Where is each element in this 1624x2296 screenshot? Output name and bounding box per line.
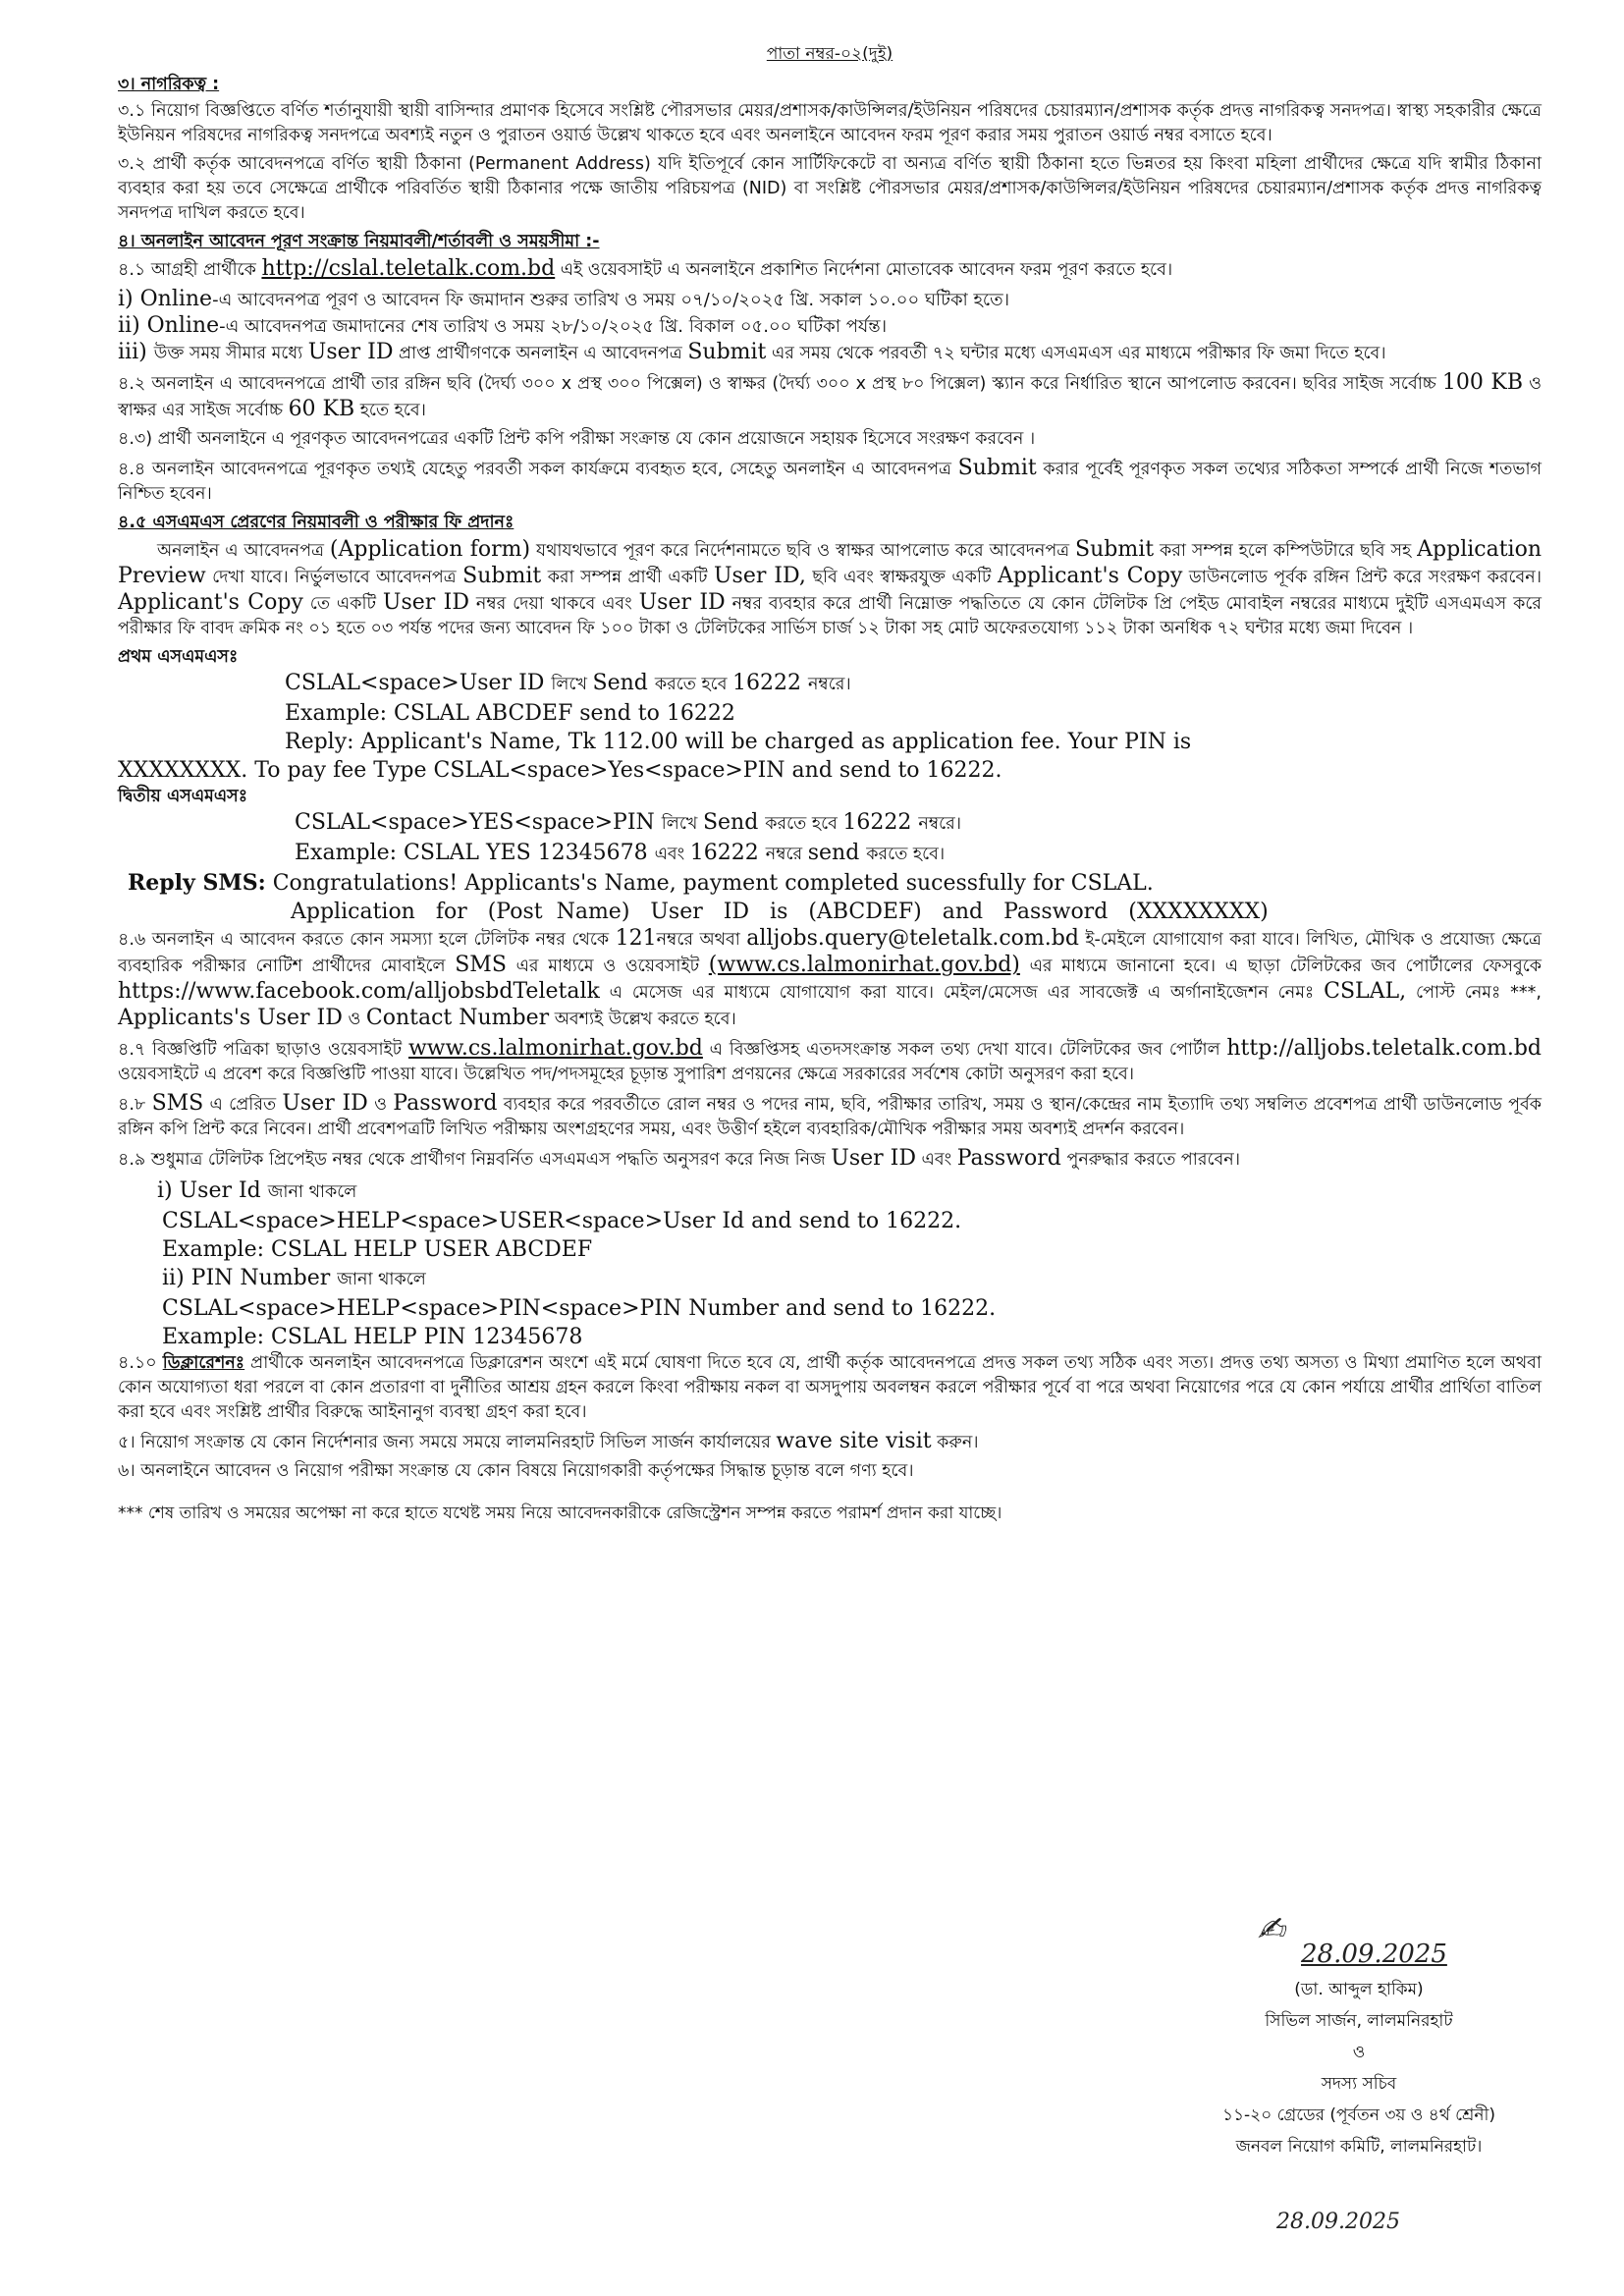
- apply-website-link[interactable]: http://cslal.teletalk.com.bd: [261, 256, 556, 281]
- second-sms-heading: দ্বিতীয় এসএমএসঃ: [118, 787, 248, 806]
- para-4-4: ৪.৪ অনলাইন আবেদনপত্রে পূরণকৃত তথ্যই যেহেতু পরবর্তী সকল কার্যক্রমে ব্যবহৃত হবে, সেহেতু অনলাইন এ আবেদনপত্র Submit করার পূর্বেই পূরণকৃত সকল তথ্যের সঠিকতা সম্পর্কে প্রার্থী নিজে শতভাগ নিশ্চিত হবেন।: [118, 456, 1542, 504]
- section-5: ৫। নিয়োগ সংক্রান্ত যে কোন নির্দেশনার জন্য সময়ে সময়ে লালমনিরহাট সিভিল সার্জন কার্যালয়ের wave site visit করুন।: [118, 1429, 979, 1453]
- signatory-committee: জনবল নিয়োগ কমিটি, লালমনিরহাট।: [1235, 2137, 1483, 2157]
- document-page: [118, 41, 1542, 1525]
- signatory-and: ও: [1352, 2043, 1366, 2062]
- first-sms-reply-2: XXXXXXXX. To pay fee Type CSLAL<space>Yes<space>PIN and send to 16222.: [118, 758, 1002, 783]
- signature-date: 28.09.2025: [1301, 1940, 1447, 1969]
- para-4-3: ৪.৩) প্রার্থী অনলাইনে এ পূরণকৃত আবেদনপত্রের একটি প্রিন্ট কপি পরীক্ষা সংক্রান্ত যে কোন প্রয়োজনে সহায়ক হিসেবে সংরক্ষণ করবেন ।: [118, 429, 1036, 449]
- first-sms-line: CSLAL<space>User ID লিখে Send করতে হবে 16222 নম্বরে।: [285, 671, 851, 695]
- help-pin-heading: ii) PIN Number জানা থাকলে: [162, 1266, 426, 1290]
- signatory-block: [1153, 1974, 1565, 2162]
- helpdesk-email-link[interactable]: alljobs.query@teletalk.com.bd: [746, 926, 1079, 951]
- footer-note: *** শেষ তারিখ ও সময়ের অপেক্ষা না করে হাতে যথেষ্ট সময় নিয়ে আবেদনকারীকে রেজিস্ট্রেশন সম্পন্ন করতে পরামর্শ প্রদান করা যাচ্ছে।: [118, 1503, 1002, 1523]
- reply-sms-label: Reply SMS:: [128, 870, 266, 896]
- help-pin-example: Example: CSLAL HELP PIN 12345678: [162, 1325, 583, 1349]
- second-sms-line: CSLAL<space>YES<space>PIN লিখে Send করতে হবে 16222 নম্বরে।: [295, 810, 962, 835]
- facebook-link[interactable]: https://www.facebook.com/alljobsbdTeletalk: [118, 979, 600, 1004]
- page-number: পাতা নম্বর-০২(দুই): [766, 44, 893, 64]
- para-4-1: ৪.১ আগ্রহী প্রার্থীকে http://cslal.teletalk.com.bd এই ওয়েবসাইট এ অনলাইনে প্রকাশিত নির্দেশনা মোতাবেক আবেদন ফরম পূরণ করতে হবে।: [118, 256, 1173, 281]
- section-3-heading: ৩। নাগরিকত্ব :: [118, 75, 220, 94]
- para-4-1-ii: ii) Online-এ আবেদনপত্র জমাদানের শেষ তারিখ ও সময় ২৮/১০/২০২৫ খ্রি. বিকাল ০৫.০০ ঘটিকা পর্যন্ত।: [118, 313, 888, 338]
- para-4-8: ৪.৮ SMS এ প্রেরিত User ID ও Password ব্যবহার করে পরবর্তীতে রোল নম্বর ও পদের নাম, ছবি, পরীক্ষার তারিখ, সময় ও স্থান/কেন্দ্রের নাম ইত্যাদি তথ্য সম্বলিত প্রবেশপত্র প্রার্থী ডাউনলোড পূর্বক রঙ্গিন কপি প্রিন্ট করে নিবেন। প্রার্থী প্রবেশপত্রটি লিখিত পরীক্ষায় অংশগ্রহণের সময়, এবং উত্তীর্ণ হইলে ব্যবহারিক/মৌখিক পরীক্ষার সময় অবশ্যই প্রদর্শন করবেন।: [118, 1091, 1542, 1139]
- first-sms-reply-1: Reply: Applicant's Name, Tk 112.00 will be charged as application fee. Your PIN is: [285, 730, 1192, 754]
- para-3-2: ৩.২ প্রার্থী কর্তৃক আবেদনপত্রে বর্ণিত স্থায়ী ঠিকানা (Permanent Address) যদি ইতিপূর্বে কোন সার্টিফিকেটে বা অন্যত্র বর্ণিত স্থায়ী ঠিকানা হতে ভিন্নতর হয় কিংবা মহিলা প্রার্থীদের ক্ষেত্রে যদি স্বামীর ঠিকানা ব্যবহার করা হয় তবে সেক্ষেত্রে প্রার্থীকে পরিবর্তিত স্থায়ী ঠিকানার পক্ষে জাতীয় পরিচয়পত্র (NID) বা সংশ্লিষ্ট পৌরসভার মেয়র/প্রশাসক/কাউন্সিলর/ইউনিয়ন পরিষদের চেয়ারম্যান/প্রশাসক কর্তৃক প্রদত্ত নাগরিকত্ব সনদপত্র দাখিল করতে হবে।: [118, 154, 1542, 223]
- reply-sms-line-1: Reply SMS: Congratulations! Applicants's Name, payment completed sucessfully for CSLAL.: [128, 870, 1154, 896]
- help-user-id-example: Example: CSLAL HELP USER ABCDEF: [162, 1237, 593, 1262]
- signatory-role: সদস্য সচিব: [1321, 2074, 1397, 2094]
- section-6: ৬। অনলাইনে আবেদন ও নিয়োগ পরীক্ষা সংক্রান্ত যে কোন বিষয়ে নিয়োগকারী কর্তৃপক্ষের সিদ্ধান্ত চূড়ান্ত বলে গণ্য হবে।: [118, 1461, 914, 1481]
- signatory-name: (ডা. আব্দুল হাকিম): [1294, 1980, 1424, 1999]
- signatory-grade: ১১-২০ গ্রেডের (পূর্বতন ৩য় ও ৪র্থ শ্রেনী): [1221, 2105, 1496, 2125]
- first-sms-example: Example: CSLAL ABCDEF send to 16222: [285, 701, 735, 726]
- cs-website-link[interactable]: (www.cs.lalmonirhat.gov.bd): [708, 953, 1020, 977]
- first-sms-heading: প্রথম এসএমএসঃ: [118, 647, 239, 667]
- signatory-title: সিভিল সার্জন, লালমনিরহাট: [1265, 2011, 1453, 2031]
- para-4-6: ৪.৬ অনলাইন এ আবেদন করতে কোন সমস্যা হলে টেলিটক নম্বর থেকে 121নম্বরে অথবা alljobs.query@teletalk.com.bd ই-মেইলে যোগাযোগ করা যাবে। লিখিত, মৌখিক ও প্রযোজ্য ক্ষেত্রে ব্যবহারিক পরীক্ষার নোটিশ প্রার্থীদের মোবাইলে SMS এর মাধ্যমে ও ওয়েবসাইট (www.cs.lalmonirhat.gov.bd) এর মাধ্যমে জানানো হবে। এ ছাড়া টেলিটকের জব পোর্টালের ফেসবুকে https://www.facebook.com/alljobsbdTeletalk এ মেসেজ এর মাধ্যমে যোগাযোগ করা যাবে। মেইল/মেসেজ এর সাবজেক্ট এ অর্গানাইজেশন নেমঃ CSLAL, পোস্ট নেমঃ ***, Applicants's User ID ও Contact Number অবশ্যই উল্লেখ করতে হবে।: [118, 926, 1542, 1030]
- para-4-9: ৪.৯ শুধুমাত্র টেলিটক প্রিপেইড নম্বর থেকে প্রার্থীগণ নিম্নবর্নিত এসএমএস পদ্ধতি অনুসরণ করে নিজ নিজ User ID এবং Password পুনরুদ্ধার করতে পারবেন।: [118, 1146, 1240, 1171]
- para-4-2: ৪.২ অনলাইন এ আবেদনপত্রে প্রার্থী তার রঙ্গিন ছবি (দৈর্ঘ্য ৩০০ x প্রস্থ ৩০০ পিক্সেল) ও স্বাক্ষর (দৈর্ঘ্য ৩০০ x প্রস্থ ৮০ পিক্সেল) স্ক্যান করে নির্ধারিত স্থানে আপলোড করবেন। ছবির সাইজ সর্বোচ্চ 100 KB ও স্বাক্ষর এর সাইজ সর্বোচ্চ 60 KB হতে হবে।: [118, 370, 1542, 421]
- para-4-7: ৪.৭ বিজ্ঞপ্তিটি পত্রিকা ছাড়াও ওয়েবসাইট www.cs.lalmonirhat.gov.bd এ বিজ্ঞপ্তিসহ এতদসংক্রান্ত সকল তথ্য দেখা যাবে। টেলিটকের জব পোর্টাল http://alljobs.teletalk.com.bd ওয়েবসাইটে এ প্রবেশ করে বিজ্ঞপ্তিটি পাওয়া যাবে। উল্লেখিত পদ/পদসমূহের চূড়ান্ত সুপারিশ প্রণয়নের ক্ষেত্রে সরকারের সর্বশেষ কোটা অনুসরণ করা হবে।: [118, 1036, 1542, 1084]
- para-3-1: ৩.১ নিয়োগ বিজ্ঞপ্তিতে বর্ণিত শর্তানুযায়ী স্থায়ী বাসিন্দার প্রমাণক হিসেবে সংশ্লিষ্ট পৌরসভার মেয়র/প্রশাসক/কাউন্সিলর/ইউনিয়ন পরিষদের চেয়ারম্যান/প্রশাসক কর্তৃক প্রদত্ত নাগরিকত্ব সনদপত্র। স্বাস্থ্য সহকারীর ক্ষেত্রে ইউনিয়ন পরিষদের নাগরিকত্ব সনদপত্রে অবশ্যই নতুন ও পুরাতন ওয়ার্ড উল্লেখ থাকতে হবে এবং অনলাইনে আবেদন ফরম পূরণ করার সময় পুরাতন ওয়ার্ড নম্বর বসাতে হবে।: [118, 101, 1542, 145]
- reply-sms-line-2: Application for (Post Name) User ID is (ABCDEF) and Password (XXXXXXXX): [291, 900, 1269, 924]
- cs-website-link-2[interactable]: www.cs.lalmonirhat.gov.bd: [407, 1036, 703, 1061]
- section-4-heading: ৪। অনলাইন আবেদন পূরণ সংক্রান্ত নিয়মাবলী/শর্তাবলী ও সময়সীমা :-: [118, 232, 600, 251]
- para-4-10: ৪.১০ ডিক্লারেশনঃ প্রার্থীকে অনলাইন আবেদনপত্রে ডিক্লারেশন অংশে এই মর্মে ঘোষণা দিতে হবে যে, প্রার্থী কর্তৃক আবেদনপত্রে প্রদত্ত সকল তথ্য সঠিক এবং সত্য। প্রদত্ত তথ্য অসত্য ও মিথ্যা প্রমাণিত হলে অথবা কোন অযোগ্যতা ধরা পরলে বা কোন প্রতারণা বা দুর্নীতির আশ্রয় গ্রহন করলে কিংবা পরীক্ষায় নকল বা অসদুপায় অবলম্বন করলে পরীক্ষার পূর্বে বা পরে অথবা নিয়োগের পরে যে কোন পর্যায়ে প্রার্থীর প্রার্থিতা বাতিল করা হবে এবং সংশ্লিষ্ট প্রার্থীর বিরুদ্ধে আইনানুগ ব্যবস্থা গ্রহণ করা হবে।: [118, 1353, 1542, 1422]
- help-user-id-line: CSLAL<space>HELP<space>USER<space>User Id and send to 16222.: [162, 1209, 962, 1233]
- alljobs-link[interactable]: http://alljobs.teletalk.com.bd: [1226, 1036, 1542, 1061]
- section-4-5-heading: ৪.৫ এসএমএস প্রেরণের নিয়মাবলী ও পরীক্ষার ফি প্রদানঃ: [118, 513, 514, 532]
- help-pin-line: CSLAL<space>HELP<space>PIN<space>PIN Number and send to 16222.: [162, 1296, 997, 1321]
- para-4-5: অনলাইন এ আবেদনপত্র (Application form) যথাযথভাবে পূরণ করে নির্দেশনামতে ছবি ও স্বাক্ষর আপলোড করে আবেদনপত্র Submit করা সম্পন্ন হলে কম্পিউটারে ছবি সহ Application Preview দেখা যাবে। নির্ভুলভাবে আবেদনপত্র Submit করা সম্পন্ন প্রার্থী একটি User ID, ছবি এবং স্বাক্ষরযুক্ত একটি Applicant's Copy ডাউনলোড পূর্বক রঙ্গিন প্রিন্ট করে সংরক্ষণ করবেন। Applicant's Copy তে একটি User ID নম্বর দেয়া থাকবে এবং User ID নম্বর ব্যবহার করে প্রার্থী নিম্নোক্ত পদ্ধতিতে যে কোন টেলিটক প্রি পেইড মোবাইল নম্বরের মাধ্যমে দুইটি এসএমএস করে পরীক্ষার ফি বাবদ ক্রমিক নং ০১ হতে ০৩ পর্যন্ত পদের জন্য আবেদন ফি ১০০ টাকা ও টেলিটকের সার্ভিস চার্জ ১২ টাকা সহ মোট অফেরতযোগ্য ১১২ টাকা অনধিক ৭২ ঘন্টার মধ্যে জমা দিবেন ।: [118, 537, 1543, 638]
- bottom-signature-date: 28.09.2025: [1276, 2210, 1400, 2234]
- para-4-1-iii: iii) উক্ত সময় সীমার মধ্যে User ID প্রাপ্ত প্রার্থীগণকে অনলাইন এ আবেদনপত্র Submit এর সময় থেকে পরবর্তী ৭২ ঘন্টার মধ্যে এসএমএস এর মাধ্যমে পরীক্ষার ফি জমা দিতে হবে।: [118, 340, 1386, 364]
- signature-scrawl: ✍︎: [1257, 1910, 1285, 1949]
- second-sms-example: Example: CSLAL YES 12345678 এবং 16222 নম্বরে send করতে হবে।: [295, 841, 946, 865]
- help-user-id-heading: i) User Id জানা থাকলে: [157, 1178, 357, 1203]
- para-4-1-i: i) Online-এ আবেদনপত্র পূরণ ও আবেদন ফি জমাদান শুরুর তারিখ ও সময় ০৭/১০/২০২৫ খ্রি. সকাল ১০.০০ ঘটিকা হতে।: [118, 287, 1010, 311]
